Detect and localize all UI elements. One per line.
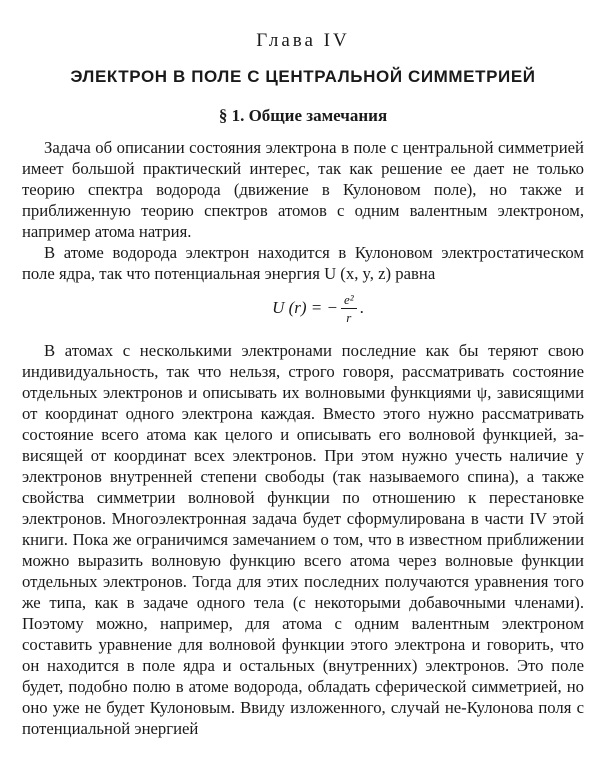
- book-page: [22, 30, 584, 739]
- chapter-title: ЭЛЕКТРОН В ПОЛЕ С ЦЕНТРАЛЬНОЙ СИММЕТРИЕЙ: [70, 67, 536, 86]
- section-title: § 1. Общие замечания: [218, 106, 388, 125]
- paragraph-2: В атоме водорода электрон находится в Кулоновом электростатическом поле ядра, так что потенциальная энергия U (x, y, z) равна: [22, 243, 584, 283]
- formula-fraction: [341, 292, 357, 325]
- formula-lhs: U (r) = −: [272, 298, 338, 317]
- paragraph-3: В атомах с несколькими электронами последние как бы теряют свою индивидуальность, так что нельзя, строго говоря, рассматривать состояние отдельных электронов и описывать их волновыми функциями ψ, зависящими от координат одного электрона каждая. Вместо этого нужно рассматривать состояние всего атома как целого и описывать его волновой функцией, зависящей от координат всех электронов. При этом нужно учесть наличие у электронов внутренней степени свободы (так называемого спина), а также свойства симметрии волновой функции по отношению к перестановке электронов. Многоэлектронная задача будет сформулирована в части IV этой книги. Пока же ограничимся замечанием о том, что в известном приближении можно выразить волновую функцию всего атома через волновые функции отдельных электронов. Тогда для этих последних получаются уравнения того же типа, как в задаче одного тела (с некоторыми добавочными членами). Поэтому можно, например, для атома с одним валентным электроном составить уравнение для волновой функции этого электрона и говорить, что он находится в поле ядра и остальных (внутренних) электронов. Это поле будет, подобно полю в атоме водорода, обладать сферической симметрией, но оно уже не будет Кулоновым. Ввиду изложенного, случай не-Кулонова поля с потенциальной энергией: [22, 341, 584, 738]
- formula-end: .: [359, 298, 364, 317]
- formula-numerator: e²: [341, 292, 357, 309]
- formula-denominator: r: [346, 309, 352, 325]
- coulomb-potential-formula: [22, 288, 584, 328]
- paragraph-1: Задача об описании состояния электрона в поле с центральной симметрией имеет большой практический интерес, так как решение ее дает не только теорию спектра водорода (движение в Кулоновом поле), но также и приближенную теорию спектров атомов с одним валентным электроном, например атома натрия.: [22, 138, 584, 241]
- chapter-label: Глава IV: [256, 30, 350, 51]
